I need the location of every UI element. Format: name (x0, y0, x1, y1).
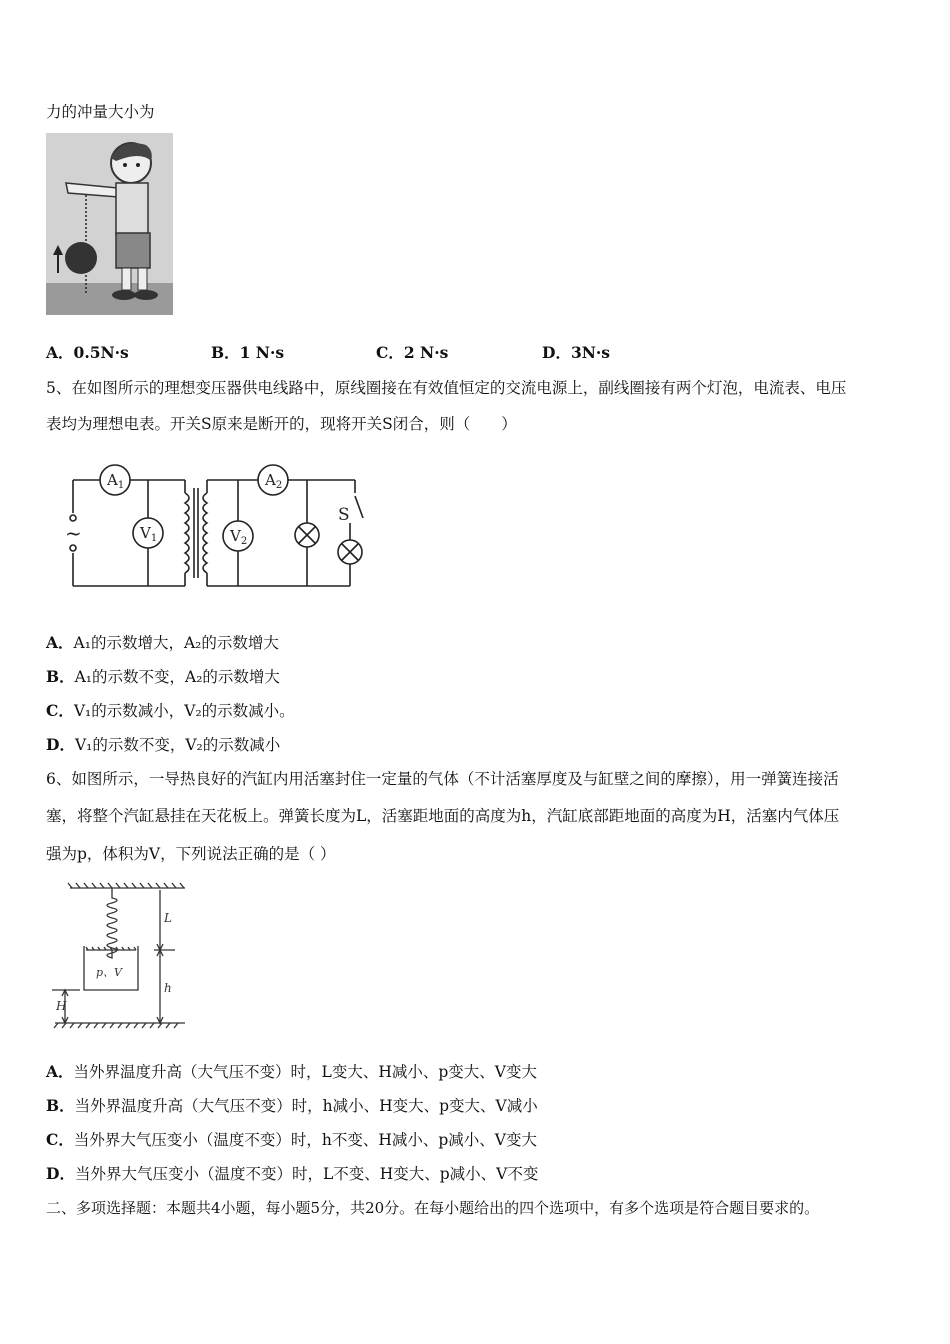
q4-option-d: D．3N·s (542, 343, 611, 362)
gas-pv-label: p、V (96, 966, 122, 979)
transformer-circuit-diagram (55, 458, 375, 598)
q5-option-c: C．V₁的示数减小，V₂的示数减小。 (46, 701, 295, 720)
ac-source-symbol: ~ (65, 521, 82, 545)
switch-s-label: S (338, 505, 350, 525)
ammeter-a1-label: $A_1$ (107, 471, 125, 491)
ammeter-a2-label: $A_2$ (265, 471, 283, 491)
voltmeter-v2-label: $V_2$ (230, 527, 248, 547)
q6-stem-line1: 6、如图所示，一导热良好的汽缸内用活塞封住一定量的气体（不计活塞厚度及与缸壁之间的摩擦），用一弹簧连接活 (46, 770, 839, 788)
q5-option-d: D．V₁的示数不变，V₂的示数减小 (46, 735, 281, 754)
height-capital-h-label: H (56, 999, 67, 1013)
q6-stem-line2: 塞，将整个汽缸悬挂在天花板上。弹簧长度为L，活塞距地面的高度为h，汽缸底部距地面的高度为H，活塞内气体压 (46, 807, 840, 825)
q4-option-b: B．1 N·s (211, 343, 285, 362)
q5-stem-line2: 表均为理想电表。开关S原来是断开的，现将开关S闭合，则（ ） (46, 415, 517, 433)
q6-option-c: C．当外界大气压变小（温度不变）时，h不变、H减小、p减小、V变大 (46, 1130, 537, 1149)
cylinder-spring-diagram (50, 880, 190, 1030)
q5-stem-line1: 5、在如图所示的理想变压器供电线路中，原线圈接在有效值恒定的交流电源上，副线圈接有两个灯泡，电流表、电压 (46, 379, 847, 397)
q4-option-a: A．0.5N·s (46, 343, 129, 362)
q6-option-a: A．当外界温度升高（大气压不变）时，L变大、H减小、p变大、V变大 (46, 1062, 537, 1081)
q5-option-a: A．A₁的示数增大，A₂的示数增大 (46, 633, 279, 652)
q4-option-c: C．2 N·s (376, 343, 449, 362)
q5-option-b: B．A₁的示数不变，A₂的示数增大 (46, 667, 280, 686)
length-l-label: L (164, 911, 172, 925)
intro-line: 力的冲量大小为 (46, 103, 155, 121)
section-2-heading: 二、多项选择题：本题共4小题，每小题5分，共20分。在每小题给出的四个选项中，有多个选项是符合题目要求的。 (46, 1199, 820, 1217)
voltmeter-v1-label: $V_1$ (140, 524, 158, 544)
q6-option-d: D．当外界大气压变小（温度不变）时，L不变、H变大、p减小、V不变 (46, 1164, 539, 1183)
q6-stem-line3: 强为p，体积为V，下列说法正确的是（ ） (46, 845, 336, 863)
height-h-label: h (164, 981, 172, 995)
q6-option-b: B．当外界温度升高（大气压不变）时，h减小、H变大、p变大、V减小 (46, 1096, 538, 1115)
boy-ball-illustration (46, 133, 173, 315)
